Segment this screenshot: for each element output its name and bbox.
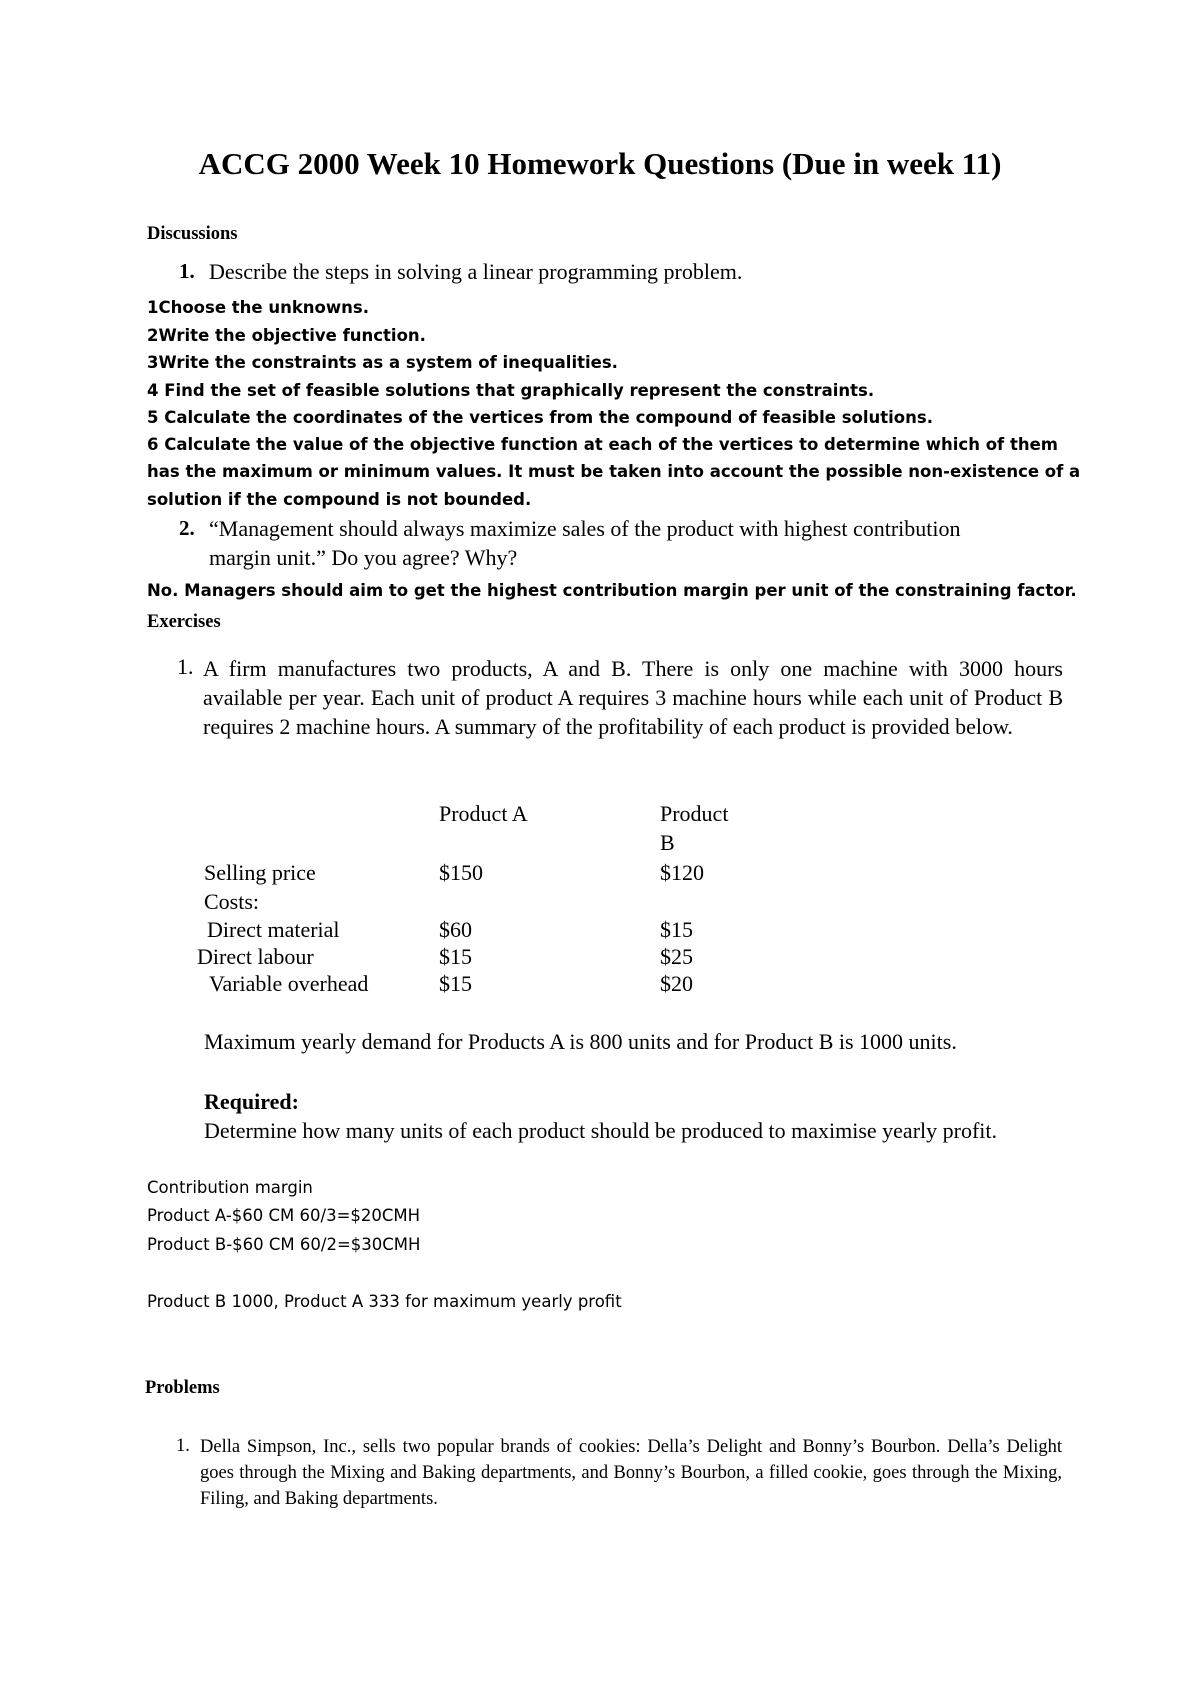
answer-line: 5 Calculate the coordinates of the vertices from the compound of feasible solutions. xyxy=(147,408,933,427)
table-row-label: Direct material xyxy=(207,917,340,942)
problem-1-text: Della Simpson, Inc., sells two popular brands of cookies: Della’s Delight and Bonny’s Bourbon. Della’s Delight goes through the Mixing and Baking departments, and Bonny’s Bourbon, a filled cookie, goes through the Mixing, Filing, and Baking departments. xyxy=(200,1437,1062,1509)
answer-line: 6 Calculate the value of the objective function at each of the vertices to determine which of them xyxy=(147,435,1058,454)
table-cell-a: $15 xyxy=(439,971,472,996)
question-2-text-line1: “Management should always maximize sales of the product with highest contribution xyxy=(209,516,961,541)
question-2-answer: No. Managers should aim to get the highest contribution margin per unit of the constraining factor. xyxy=(147,581,1077,600)
table-row-label: Variable overhead xyxy=(209,971,369,996)
exercise-1-number: 1. xyxy=(177,654,194,679)
required-heading: Required: xyxy=(204,1089,299,1114)
table-row-label: Direct labour xyxy=(197,944,314,969)
table-header-product-b-cont: B xyxy=(660,830,675,855)
answer-line: has the maximum or minimum values. It must be taken into account the possible non-existence of a xyxy=(147,462,1081,481)
answer-line: 4 Find the set of feasible solutions that graphically represent the constraints. xyxy=(147,381,875,400)
problem-1-number: 1. xyxy=(176,1436,190,1456)
problems-heading: Problems xyxy=(145,1378,220,1398)
answer-line: 3Write the constraints as a system of inequalities. xyxy=(147,353,618,372)
answer-line: Product A-$60 CM 60/3=$20CMH xyxy=(147,1206,421,1225)
table-cell-a: $60 xyxy=(439,917,472,942)
exercise-1-intro: A firm manufactures two products, A and B. There is only one machine with 3000 hours available per year. Each unit of product A requires 3 machine hours while each unit of Product B requires 2 machine hours. A summary of the profitability of each product is provided below. xyxy=(203,656,1063,739)
page-title: ACCG 2000 Week 10 Homework Questions (Due in week 11) xyxy=(198,146,1002,181)
question-1-text: Describe the steps in solving a linear programming problem. xyxy=(209,259,743,284)
table-cell-b: $15 xyxy=(660,917,693,942)
table-row-label: Costs: xyxy=(204,889,260,914)
demand-text: Maximum yearly demand for Products A is 800 units and for Product B is 1000 units. xyxy=(204,1029,957,1054)
answer-final: Product B 1000, Product A 333 for maximum yearly profit xyxy=(147,1292,622,1311)
table-cell-b: $20 xyxy=(660,971,693,996)
table-cell-a: $15 xyxy=(439,944,472,969)
answer-line: solution if the compound is not bounded. xyxy=(147,490,532,509)
table-header-product-b: Product xyxy=(660,801,729,826)
discussions-heading: Discussions xyxy=(147,224,238,244)
table-header-product-a: Product A xyxy=(439,801,528,826)
table-cell-b: $25 xyxy=(660,944,693,969)
answer-line: 1Choose the unknowns. xyxy=(147,298,369,317)
question-1-number: 1. xyxy=(179,259,195,283)
required-text: Determine how many units of each product should be produced to maximise yearly profit. xyxy=(204,1118,998,1143)
table-cell-b: $120 xyxy=(660,860,704,885)
answer-line: Contribution margin xyxy=(147,1178,313,1197)
question-2-text-line2: margin unit.” Do you agree? Why? xyxy=(209,545,518,570)
answer-line: 2Write the objective function. xyxy=(147,326,426,345)
exercises-heading: Exercises xyxy=(147,612,221,632)
table-cell-a: $150 xyxy=(439,860,483,885)
table-row-label: Selling price xyxy=(204,860,316,885)
question-2-number: 2. xyxy=(179,516,195,540)
answer-line: Product B-$60 CM 60/2=$30CMH xyxy=(147,1235,421,1254)
